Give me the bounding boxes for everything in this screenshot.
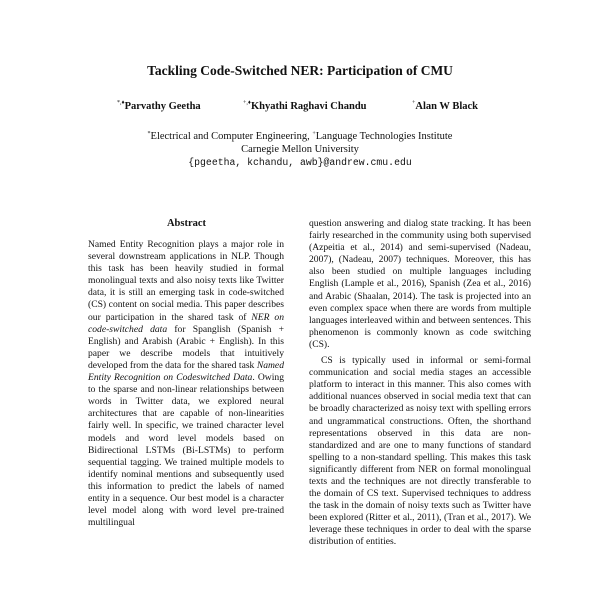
affiliation-lti: Language Technologies Institute bbox=[315, 131, 453, 142]
affiliation-line-1 bbox=[0, 128, 600, 143]
author-1-name: Parvathy Geetha bbox=[124, 101, 201, 112]
paper-title: Tackling Code-Switched NER: Participation of CMU bbox=[147, 63, 453, 78]
author-1-marks: *,♦ bbox=[117, 100, 125, 106]
abstract-body bbox=[88, 239, 284, 529]
intro-paragraph-2: CS is typically used in informal or semi-formal communication and social media stages an accessible platform to interact in this manner. This also comes with additional nuances observed in social media text that can be broadly characterized as noisy text with spelling errors and ungrammatical constructions. Often, the shorthand representations observed in this data are non-standardized and are one to many functions of standard spelling to a non-standard spelling. This makes this task significantly different from NER on formal monolingual texts and the techniques are not directly transferable to the domain of CS text. Supervised techniques to address the task in the domain of noisy texts such as Twitter have been explored (Ritter et al., 2011), (Tran et al., 2017). We leverage these techniques in order to deal with the sparse distribution of entities. bbox=[309, 355, 531, 548]
abstract-heading: Abstract bbox=[166, 218, 207, 229]
author-2 bbox=[243, 100, 367, 112]
abstract-text-3: . Owing to the sparse and non-linear relationships between words in Twitter data, we explored neural architectures that are capable of non-linearities fairly well. In specific, we trained character level models and word level models based on Bidirectional LSTMs (Bi-LSTMs) to perform sequential tagging. We trained multiple models to identify nominal mentions and subsequently used this information to predict the labels of named entity in a sequence. Our best model is a character level model along with word level pre-trained multilingual bbox=[88, 372, 284, 529]
author-3-name: Alan W Black bbox=[415, 101, 479, 112]
intro-paragraph-1: question answering and dialog state tracking. It has been fairly researched in the community using both supervised (Azpeitia et al., 2014) and semi-supervised (Nadeau, 2007), (Nadeau, 2007) techniques. Moreover, this has also been studied on multiple languages including English (Lample et al., 2016), Spanish (Zea et al., 2016) and Arabic (Shaalan, 2014). The task is projected into an even complex space when there are words from multiple languages interleaved within and between sentences. This phenomenon is commonly known as code switching (CS). bbox=[309, 218, 531, 350]
abstract-emphasis-2: Named Entity Recognition on Codeswitched Data bbox=[88, 359, 284, 384]
affiliation-mark-1: * bbox=[147, 131, 151, 137]
abstract-text-2: for Spanglish (Spanish + English) and Arabish (Arabic + English). In this paper we describe models that intuitively developed from the data for the shared task bbox=[88, 323, 284, 371]
author-1 bbox=[117, 100, 201, 112]
abstract-paragraph bbox=[88, 239, 284, 529]
abstract-emphasis-1: NER on code-switched data bbox=[88, 311, 284, 335]
abstract-text-1: Named Entity Recognition plays a major role in several downstream applications in NLP. Though this task has been heavily studied in formal monolingual texts and also noisy texts like Twitter data, it is still an emerging task in code-switched (CS) content on social media. This paper describes our participation in the shared task of bbox=[88, 239, 284, 323]
author-3 bbox=[412, 100, 478, 112]
intro-column bbox=[309, 218, 531, 549]
author-emails: {pgeetha, kchandu, awb}@andrew.cmu.edu bbox=[188, 157, 412, 168]
affiliation-ece: Electrical and Computer Engineering, bbox=[150, 131, 313, 142]
affiliation-university: Carnegie Mellon University bbox=[241, 144, 359, 155]
affiliation-block bbox=[0, 128, 600, 169]
author-3-marks: + bbox=[412, 100, 416, 106]
author-2-name: Khyathi Raghavi Chandu bbox=[250, 101, 367, 112]
affiliation-mark-2: + bbox=[312, 131, 316, 137]
author-2-marks: +,♦ bbox=[243, 100, 251, 106]
